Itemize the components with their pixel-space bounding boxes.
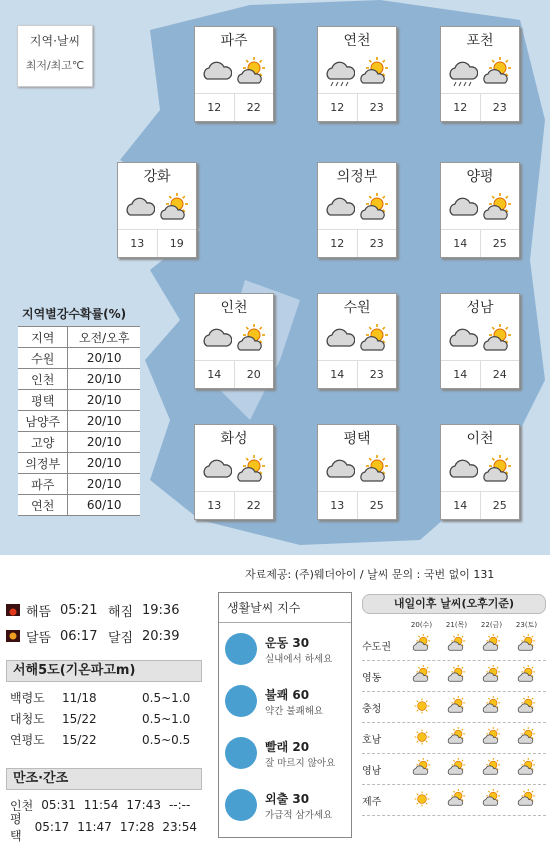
city-name: 성남 xyxy=(466,300,494,316)
forecast-row: 수도권 xyxy=(362,630,546,661)
table-row: 연평도 15/22 0.5~0.5 xyxy=(10,732,191,747)
weather-icon xyxy=(412,665,432,688)
pm-weather-icon xyxy=(359,455,391,490)
am-weather-icon xyxy=(446,193,478,228)
city-card xyxy=(194,26,274,122)
pm-weather-icon xyxy=(236,57,268,92)
city-name: 포천 xyxy=(466,33,494,49)
city-card xyxy=(117,162,197,258)
high-temp: 25 xyxy=(492,237,507,250)
life-index-item: 운동 30 실내에서 하세요 xyxy=(219,623,351,675)
high-temp: 25 xyxy=(492,499,507,512)
table-row: 평택 20/10 xyxy=(18,390,140,411)
sea-section-title: 서해5도(기온파고m) xyxy=(6,660,202,682)
life-index-title: 생활날씨 지수 xyxy=(219,593,351,623)
city-name: 이천 xyxy=(466,431,494,447)
weather-icon xyxy=(412,634,432,657)
weather-icon xyxy=(447,727,467,750)
city-name: 화성 xyxy=(220,431,248,447)
weather-icon xyxy=(447,789,467,812)
city-card xyxy=(317,293,397,389)
city-card xyxy=(440,424,520,520)
city-name: 인천 xyxy=(220,300,248,316)
low-temp: 12 xyxy=(318,230,358,257)
weather-icon xyxy=(412,696,432,719)
table-row: 고양 20/10 xyxy=(18,432,140,453)
rain-table-title: 지역별강수확률(%) xyxy=(22,307,127,321)
forecast-row: 충청 xyxy=(362,692,546,723)
city-card xyxy=(440,26,520,122)
sun-moon-times xyxy=(6,597,206,649)
table-row: 연천 60/10 xyxy=(18,495,140,516)
pm-weather-icon xyxy=(359,57,391,92)
weather-icon xyxy=(517,696,537,719)
forecast-days: 20(수) 21(목) 22(금) 23(토) xyxy=(410,621,538,629)
city-card xyxy=(194,293,274,389)
high-temp: 22 xyxy=(246,499,261,512)
am-weather-icon xyxy=(123,193,155,228)
low-temp: 12 xyxy=(318,94,358,121)
weather-icon xyxy=(447,758,467,781)
weather-icon xyxy=(517,665,537,688)
table-row: 평택 05:17 11:47 17:28 23:54 xyxy=(10,812,197,843)
city-card xyxy=(440,162,520,258)
am-weather-icon xyxy=(323,324,355,359)
city-name: 평택 xyxy=(343,431,371,447)
pm-weather-icon xyxy=(482,57,514,92)
low-temp: 13 xyxy=(318,492,358,519)
city-name: 연천 xyxy=(343,33,371,49)
weather-icon xyxy=(517,727,537,750)
weather-icon xyxy=(482,634,502,657)
pm-weather-icon xyxy=(482,193,514,228)
high-temp: 23 xyxy=(492,101,507,114)
low-temp: 12 xyxy=(195,94,235,121)
low-temp: 13 xyxy=(118,230,158,257)
exercise-icon xyxy=(225,633,257,665)
weather-icon xyxy=(447,634,467,657)
am-weather-icon xyxy=(200,324,232,359)
city-card xyxy=(317,26,397,122)
low-temp: 14 xyxy=(195,361,235,388)
am-weather-icon xyxy=(323,455,355,490)
high-temp: 20 xyxy=(246,368,261,381)
weather-icon xyxy=(412,789,432,812)
low-temp: 14 xyxy=(441,230,481,257)
pm-weather-icon xyxy=(159,193,191,228)
pm-weather-icon xyxy=(482,324,514,359)
table-row: 의정부 20/10 xyxy=(18,453,140,474)
weather-icon xyxy=(482,727,502,750)
city-name: 수원 xyxy=(343,300,371,316)
moon-row: 달뜸 06:17 달짐 20:39 xyxy=(6,623,206,649)
weather-icon xyxy=(517,758,537,781)
forecast-row: 제주 xyxy=(362,785,546,816)
forecast-row: 영남 xyxy=(362,754,546,785)
weather-icon xyxy=(447,696,467,719)
map-legend xyxy=(17,25,93,87)
table-header: 지역 오전/오후 xyxy=(18,327,140,348)
weather-icon xyxy=(482,665,502,688)
am-weather-icon xyxy=(200,57,232,92)
weather-icon xyxy=(447,665,467,688)
pm-weather-icon xyxy=(236,455,268,490)
sun-row: 해뜸 05:21 해짐 19:36 xyxy=(6,597,206,623)
low-temp: 12 xyxy=(441,94,481,121)
table-row: 파주 20/10 xyxy=(18,474,140,495)
high-temp: 19 xyxy=(169,237,184,250)
life-index-item: 빨래 20 잘 마르지 않아요 xyxy=(219,727,351,779)
weather-icon xyxy=(517,789,537,812)
outing-icon xyxy=(225,789,257,821)
low-temp: 14 xyxy=(441,361,481,388)
low-temp: 13 xyxy=(195,492,235,519)
rain-probability-table xyxy=(18,305,140,516)
data-source: 자료제공: (주)웨더아이 / 날씨 문의 : 국번 없이 131 xyxy=(245,568,495,581)
legend-title: 지역·날씨 xyxy=(29,34,81,48)
tide-section-title: 만조·간조 xyxy=(6,768,202,790)
pm-weather-icon xyxy=(359,324,391,359)
table-row: 인천 20/10 xyxy=(18,369,140,390)
table-row: 수원 20/10 xyxy=(18,348,140,369)
low-temp: 14 xyxy=(318,361,358,388)
high-temp: 23 xyxy=(369,368,384,381)
high-temp: 22 xyxy=(246,101,261,114)
city-card xyxy=(194,424,274,520)
forecast-panel xyxy=(362,594,546,816)
forecast-row: 영동 xyxy=(362,661,546,692)
laundry-icon xyxy=(225,737,257,769)
tide-table xyxy=(10,794,205,843)
weather-icon xyxy=(482,789,502,812)
high-temp: 23 xyxy=(369,101,384,114)
am-weather-icon xyxy=(446,57,478,92)
am-weather-icon xyxy=(200,455,232,490)
forecast-row: 호남 xyxy=(362,723,546,754)
table-row: 남양주 20/10 xyxy=(18,411,140,432)
weather-icon xyxy=(517,634,537,657)
city-name: 의정부 xyxy=(336,169,378,185)
low-temp: 14 xyxy=(441,492,481,519)
high-temp: 25 xyxy=(369,499,384,512)
high-temp: 24 xyxy=(492,368,507,381)
city-name: 강화 xyxy=(143,169,171,185)
weather-icon xyxy=(412,758,432,781)
am-weather-icon xyxy=(446,455,478,490)
table-row: 대청도 15/22 0.5~1.0 xyxy=(10,711,191,726)
city-name: 양평 xyxy=(466,169,494,185)
city-card xyxy=(317,424,397,520)
life-index-panel xyxy=(218,592,352,838)
city-name: 파주 xyxy=(220,33,248,49)
am-weather-icon xyxy=(323,193,355,228)
weather-icon xyxy=(482,758,502,781)
sea-table xyxy=(10,687,205,750)
discomfort-icon xyxy=(225,685,257,717)
pm-weather-icon xyxy=(482,455,514,490)
moonrise-icon xyxy=(6,630,20,642)
forecast-title: 내일이후 날씨(오후기준) xyxy=(362,594,546,614)
life-index-item: 불쾌 60 약간 불쾌해요 xyxy=(219,675,351,727)
am-weather-icon xyxy=(323,57,355,92)
table-row: 인천 05:31 11:54 17:43 --:-- xyxy=(10,798,191,813)
life-index-item: 외출 30 가급적 삼가세요 xyxy=(219,779,351,831)
weather-icon xyxy=(412,727,432,750)
weather-icon xyxy=(482,696,502,719)
pm-weather-icon xyxy=(236,324,268,359)
am-weather-icon xyxy=(446,324,478,359)
city-card xyxy=(317,162,397,258)
high-temp: 23 xyxy=(369,237,384,250)
legend-subtitle: 최저/최고℃ xyxy=(25,59,85,72)
pm-weather-icon xyxy=(359,193,391,228)
city-card xyxy=(440,293,520,389)
sunrise-icon xyxy=(6,604,20,616)
table-row: 백령도 11/18 0.5~1.0 xyxy=(10,690,191,705)
